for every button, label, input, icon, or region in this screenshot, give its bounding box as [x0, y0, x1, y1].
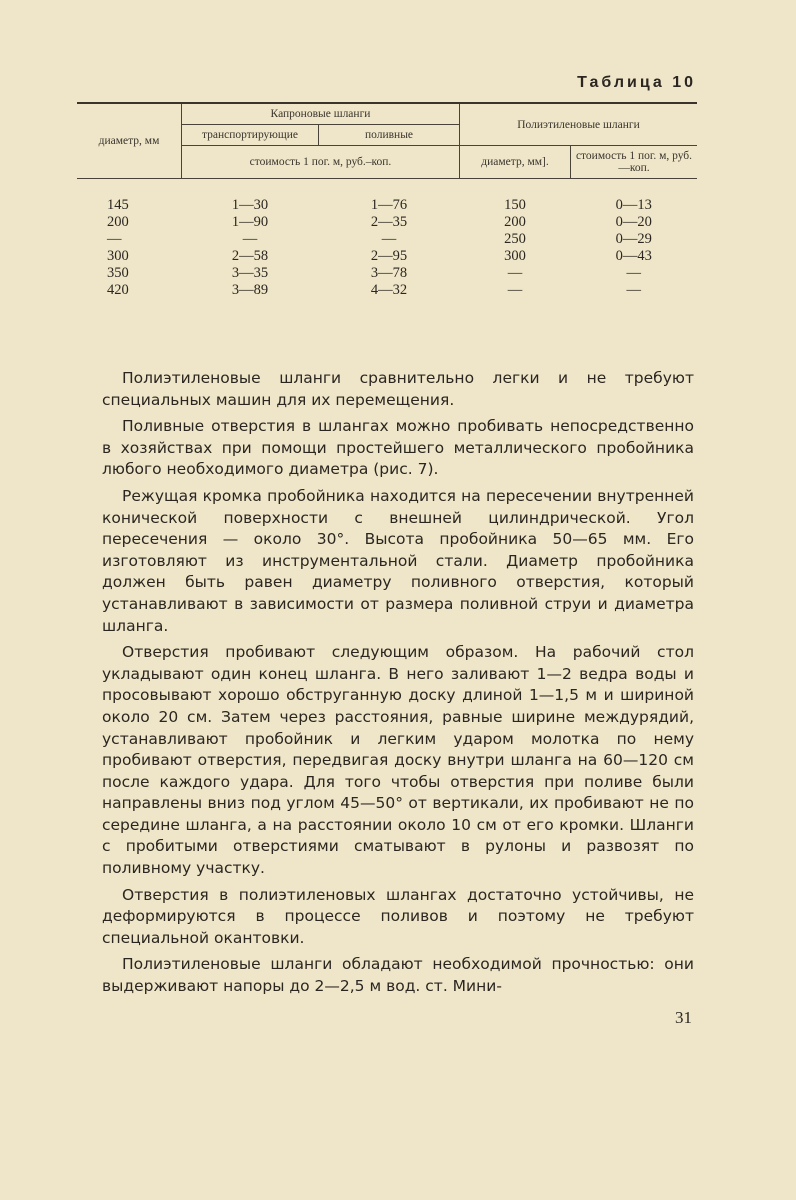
table-cell: —: [107, 231, 122, 247]
table-cell: —: [242, 231, 258, 247]
table-cell: 3—78: [370, 265, 408, 281]
table-cell: 145: [107, 197, 129, 213]
paragraph: Отверстия пробивают следующим образом. На рабочий стол укладывают один конец шланга. В него заливают 1—2 ведра воды и просовывают хорошо обструганную доску длиной 1—1,5 м и шириной около 20 см. Затем через расстояния, равные ширине междурядий, устанавливают пробойник и легким ударом молотка по нему пробивают отверстия, передвигая доску внутри шланга на 60—120 см после каждого удара. Для того чтобы отверстия при поливе были направлены вниз под углом 45—50° от вертикали, их пробивают не по середине шланга, а на расстоянии около 10 см от его кромки. Шланги с пробитыми отверстиями сматывают в рулоны и развозят по поливному участку.: [102, 643, 694, 878]
hose-cost-table: [77, 102, 697, 299]
paragraph: Отверстия в полиэтиленовых шлангах достаточно устойчивы, не деформируются в процессе поливов и поэтому не требуют специальной окантовки.: [102, 885, 694, 947]
table-cell: 250: [504, 231, 526, 247]
header-cost-kapron: стоимость 1 пог. м, руб.–коп.: [182, 146, 460, 179]
table-cell: 1—30: [231, 197, 269, 213]
table-title: Таблица 10: [577, 74, 696, 91]
table-cell: 350: [107, 265, 129, 281]
header-group-kapron: Капроновые шланги: [182, 103, 460, 125]
table-row: [77, 214, 697, 231]
table-cell: —: [381, 231, 397, 247]
table-cell: 200: [107, 214, 129, 230]
paragraph: Полиэтиленовые шланги обладают необходимой прочностью: они выдерживают напоры до 2—2,5 м вод. ст. Мини-: [102, 955, 694, 996]
table-cell: —: [626, 282, 641, 298]
table-cell: —: [507, 282, 523, 298]
table-cell: 150: [504, 197, 526, 213]
table-cell: 0—29: [615, 231, 652, 247]
header-irrigating: поливные: [319, 125, 460, 146]
table-cell: 1—76: [370, 197, 408, 213]
table-cell: 200: [504, 214, 526, 230]
body-text: [102, 368, 694, 1003]
header-diameter: диаметр, мм: [77, 103, 182, 179]
table-row: [77, 231, 697, 248]
table-cell: 0—20: [615, 214, 652, 230]
table-row: [77, 248, 697, 265]
table-row: [77, 265, 697, 282]
table-cell: 300: [504, 248, 526, 264]
table-cell: 2—95: [370, 248, 408, 264]
table-cell: 2—35: [370, 214, 408, 230]
header-group-polyethylene: Полиэтиленовые шланги: [460, 103, 698, 146]
table-cell: 300: [107, 248, 129, 264]
table-cell: —: [626, 265, 641, 281]
table-cell: 0—43: [615, 248, 652, 264]
table-cell: 3—89: [231, 282, 269, 298]
page-number: 31: [675, 1008, 692, 1027]
paragraph: Полиэтиленовые шланги сравнительно легки и не требуют специальных машин для их перемещения.: [102, 369, 694, 409]
table-cell: 3—35: [231, 265, 269, 281]
table-cell: 420: [107, 282, 129, 298]
table-cell: 0—13: [615, 197, 652, 213]
paragraph: Режущая кромка пробойника находится на пересечении внутренней конической поверхности с внешней цилиндрической. Угол пересечения — около 30°. Высота пробойника 50—65 мм. Его изготовляют из инструментальной стали. Диаметр пробойника должен быть равен диаметру поливного отверстия, который устанавливают в зависимости от размера поливной струи и диаметра шланга.: [102, 486, 694, 635]
table-cell: —: [507, 265, 523, 281]
header-diameter-poly: диаметр, мм].: [460, 146, 571, 179]
table-cell: 4—32: [370, 282, 408, 298]
table-row: [77, 179, 697, 215]
paragraph: Поливные отверстия в шлангах можно пробивать непосредственно в хозяйствах при помощи простейшего металлического пробойника любого необходимого диаметра (рис. 7).: [102, 417, 694, 479]
table-cell: 2—58: [231, 248, 269, 264]
header-transporting: транспортирующие: [182, 125, 319, 146]
table-cell: 1—90: [231, 214, 269, 230]
header-cost-poly: стоимость 1 пог. м, руб.—коп.: [571, 146, 698, 179]
table-row: [77, 282, 697, 299]
